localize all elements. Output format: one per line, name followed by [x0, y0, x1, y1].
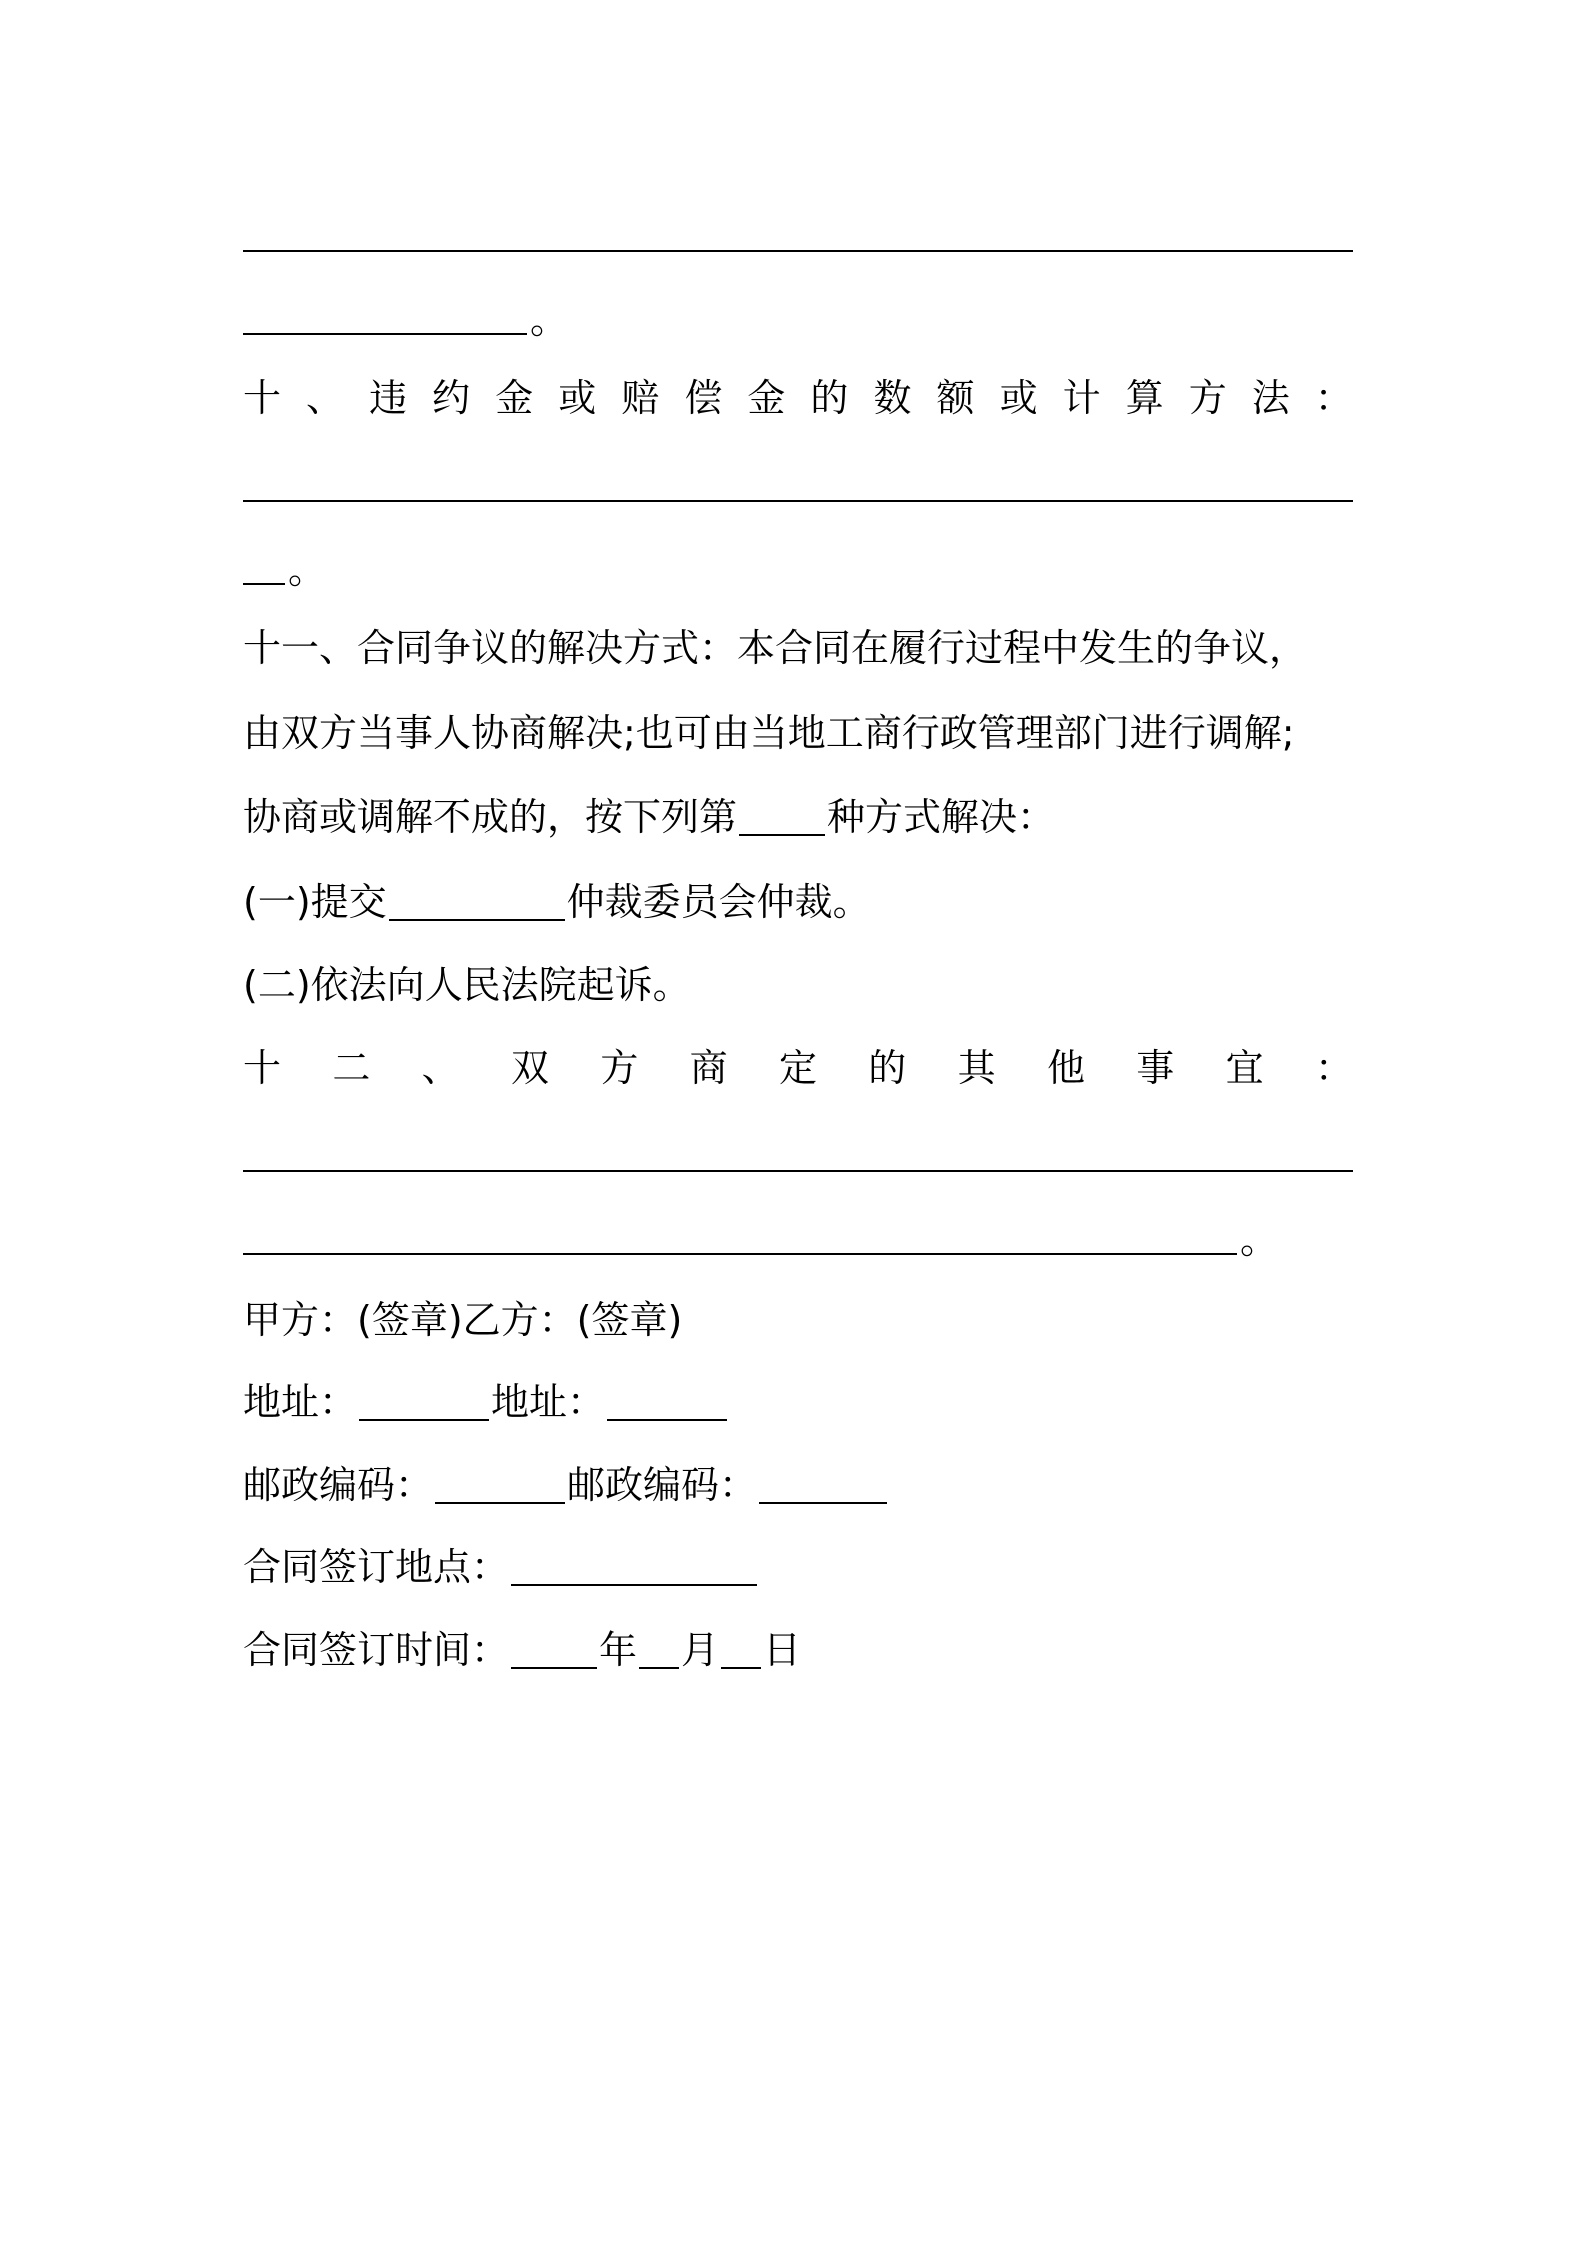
postal-blank-a: [435, 1472, 565, 1504]
section-twelve-title-char: 事: [1136, 1046, 1175, 1090]
section-twelve-title-char: 定: [778, 1046, 817, 1090]
address-blank-b: [607, 1389, 727, 1421]
party-signature-line: 甲方：(签章)乙方：(签章): [243, 1298, 683, 1342]
signing-place-blank: [511, 1554, 757, 1586]
blank-rule-5: [243, 1170, 1353, 1172]
section-twelve-title-char: 双: [510, 1046, 549, 1090]
section-ten-title: [243, 368, 1353, 428]
postal-code-line: [243, 1455, 1353, 1515]
blank-rule-2: [243, 333, 527, 335]
option-one-suffix: 仲裁委员会仲裁。: [566, 880, 871, 924]
day-blank: [721, 1637, 761, 1669]
line3-suffix: 种方式解决：: [827, 795, 1056, 839]
signing-place-label: 合同签订地点：: [243, 1545, 510, 1589]
postal-blank-b: [759, 1472, 887, 1504]
section-eleven-line-2: 由双方当事人协商解决;也可由当地工商行政管理部门进行调解;: [243, 711, 1295, 755]
line3-prefix: 协商或调解不成的，按下列第: [243, 795, 738, 839]
method-number-blank: [739, 804, 825, 836]
postal-label-b: 邮政编码：: [567, 1463, 758, 1507]
section-ten-title-char: 方: [1188, 376, 1227, 420]
address-label-a: 地址：: [243, 1380, 358, 1424]
period-mark-1: 。: [530, 298, 569, 342]
section-ten-title-char: 计: [1062, 376, 1101, 420]
section-ten-title-char: 金: [747, 376, 786, 420]
section-twelve-title-char: 商: [689, 1046, 728, 1090]
blank-rule-4: [243, 583, 285, 585]
section-ten-title-char: 偿: [684, 376, 723, 420]
section-twelve-title-char: 、: [421, 1046, 460, 1090]
address-line: [243, 1372, 1353, 1432]
year-label: 年: [599, 1628, 638, 1672]
section-twelve-title-char: 十: [243, 1046, 282, 1090]
section-ten-title-char: 算: [1125, 376, 1164, 420]
section-ten-title-char: 或: [558, 376, 597, 420]
signing-place-line: [243, 1537, 1353, 1597]
option-one-prefix: (一)提交: [243, 880, 387, 924]
section-ten-title-char: 十: [243, 376, 282, 420]
signing-time-label: 合同签订时间：: [243, 1628, 510, 1672]
section-twelve-title-char: 宜: [1225, 1046, 1264, 1090]
section-ten-title-char: 约: [432, 376, 471, 420]
section-eleven-line-3: [243, 787, 1353, 847]
section-twelve-title: [243, 1038, 1353, 1098]
section-twelve-title-char: 的: [868, 1046, 907, 1090]
blank-rule-3: [243, 500, 1353, 502]
section-ten-title-char: 、: [306, 376, 345, 420]
section-ten-title-char: ：: [1314, 376, 1353, 420]
postal-label-a: 邮政编码：: [243, 1463, 434, 1507]
day-label: 日: [763, 1628, 802, 1672]
section-twelve-title-char: 二: [332, 1046, 371, 1090]
section-ten-title-char: 或: [999, 376, 1038, 420]
section-ten-title-char: 赔: [621, 376, 660, 420]
section-twelve-title-char: ：: [1314, 1046, 1353, 1090]
section-ten-title-char: 数: [873, 376, 912, 420]
section-ten-title-char: 额: [936, 376, 975, 420]
address-blank-a: [359, 1389, 489, 1421]
address-label-b: 地址：: [491, 1380, 606, 1424]
section-twelve-title-char: 其: [957, 1046, 996, 1090]
signing-time-line: [243, 1620, 1353, 1680]
option-two: (二)依法向人民法院起诉。: [243, 963, 691, 1007]
arbitration-committee-blank: [389, 889, 565, 921]
blank-rule-6: [243, 1253, 1237, 1255]
period-mark-3: 。: [1240, 1218, 1279, 1262]
month-blank: [639, 1637, 679, 1669]
option-one: [243, 872, 1353, 932]
year-blank: [511, 1637, 597, 1669]
section-ten-title-char: 的: [810, 376, 849, 420]
section-ten-title-char: 法: [1251, 376, 1290, 420]
period-mark-2: 。: [288, 548, 327, 592]
section-ten-title-char: 金: [495, 376, 534, 420]
section-eleven-line-1: 十一、合同争议的解决方式：本合同在履行过程中发生的争议，: [243, 626, 1308, 670]
section-twelve-title-char: 方: [600, 1046, 639, 1090]
section-ten-title-char: 违: [369, 376, 408, 420]
section-twelve-title-char: 他: [1046, 1046, 1085, 1090]
blank-rule-1: [243, 250, 1353, 252]
month-label: 月: [681, 1628, 720, 1672]
